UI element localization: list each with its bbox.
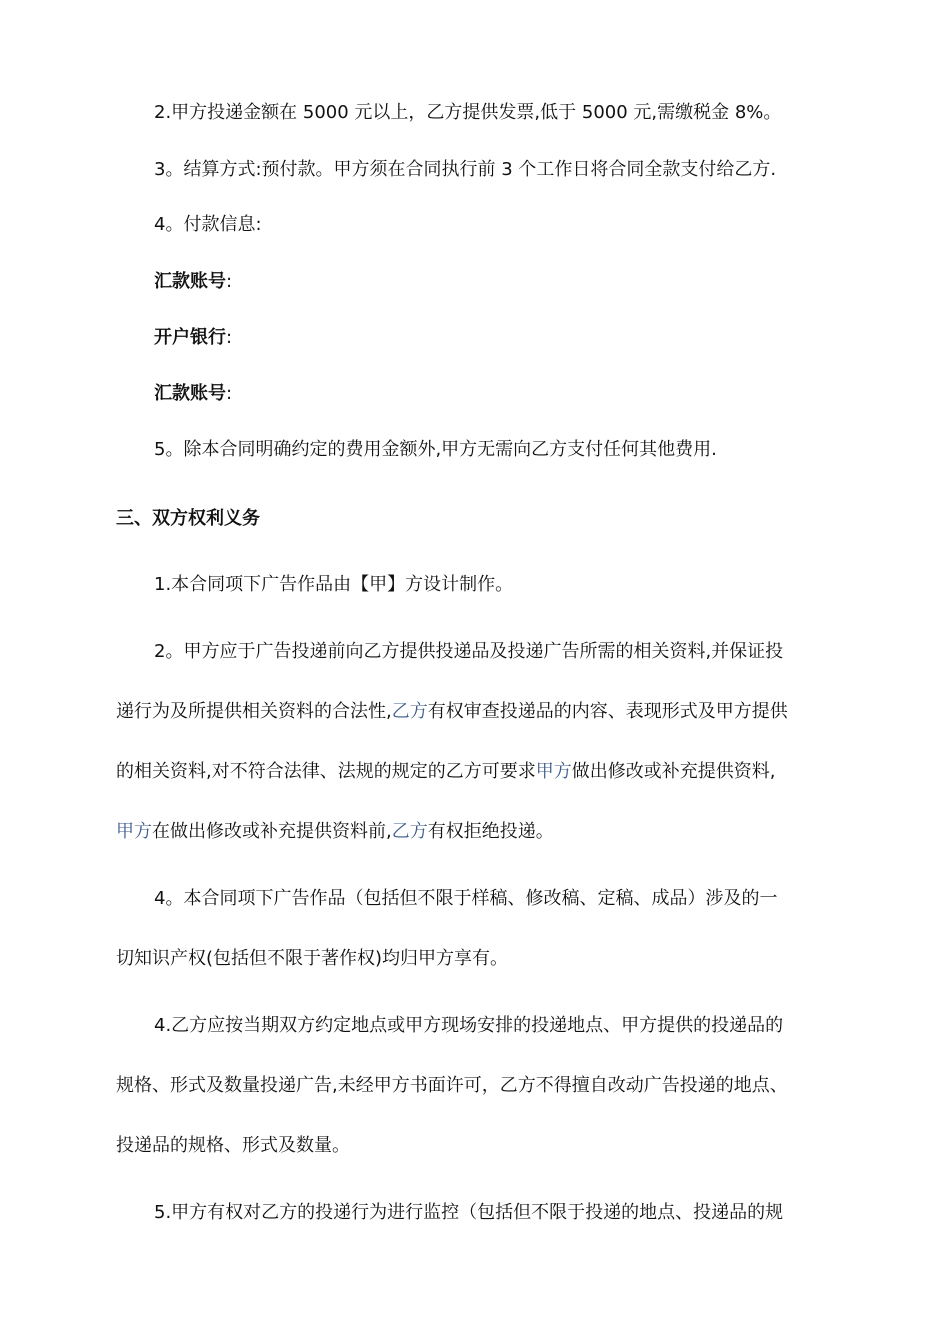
field-colon: :: [226, 383, 233, 404]
text-span: 有权审查投递品的内容、表现形式及甲方提供: [427, 701, 788, 722]
text-span: 递行为及所提供相关资料的合法性,: [116, 701, 392, 722]
paragraph-1: 1.本合同项下广告作品由【甲】方设计制作。: [154, 574, 514, 595]
text-span: 做出修改或补充提供资料,: [571, 761, 776, 782]
text-span: 有权拒绝投递。: [427, 821, 554, 842]
remit-account-label-2: 汇款账号: [154, 383, 226, 404]
paragraph-3-line-2: 切知识产权(包括但不限于著作权)均归甲方享有。: [116, 948, 509, 969]
bank-field: [154, 325, 836, 351]
remit-account-field-2: [154, 381, 836, 407]
paragraph-4-line-3: 投递品的规格、形式及数量。: [116, 1135, 350, 1156]
bank-label: 开户银行: [154, 327, 226, 348]
paragraph-2-line-3: [116, 759, 836, 785]
payment-item-5: 5。除本合同明确约定的费用金额外,甲方无需向乙方支付任何其他费用.: [154, 439, 717, 460]
paragraph-2-line-1: 2。甲方应于广告投递前向乙方提供投递品及投递广告所需的相关资料,并保证投: [154, 641, 784, 662]
remit-account-field: [154, 269, 836, 295]
party-a-span: 甲方: [535, 761, 572, 782]
text-span: 在做出修改或补充提供资料前,: [152, 821, 392, 842]
text-span: 的相关资料,对不符合法律、法规的规定的乙方可要求: [116, 761, 536, 782]
field-colon: :: [226, 271, 233, 292]
party-b-span: 乙方: [391, 821, 428, 842]
paragraph-3-line-1: 4。本合同项下广告作品（包括但不限于样稿、修改稿、定稿、成品）涉及的一: [154, 888, 778, 909]
paragraph-5-line-1: 5.甲方有权对乙方的投递行为进行监控（包括但不限于投递的地点、投递品的规: [154, 1202, 784, 1223]
field-colon: :: [226, 327, 233, 348]
remit-account-label: 汇款账号: [154, 271, 226, 292]
section-heading: 三、双方权利义务: [116, 508, 260, 529]
payment-item-4: 4。付款信息:: [154, 214, 262, 235]
party-b-span: 乙方: [391, 701, 428, 722]
paragraph-2-line-4: [116, 819, 836, 845]
payment-item-2: 2.甲方投递金额在 5000 元以上，乙方提供发票,低于 5000 元,需缴税金 8%。: [154, 102, 782, 123]
paragraph-4-line-2: 规格、形式及数量投递广告,未经甲方书面许可，乙方不得擅自改动广告投递的地点、: [116, 1075, 788, 1096]
paragraph-2-line-2: [116, 699, 836, 725]
paragraph-4-line-1: 4.乙方应按当期双方约定地点或甲方现场安排的投递地点、甲方提供的投递品的: [154, 1015, 784, 1036]
payment-item-3: 3。结算方式:预付款。甲方须在合同执行前 3 个工作日将合同全款支付给乙方.: [154, 159, 777, 180]
party-a-span: 甲方: [116, 821, 152, 842]
